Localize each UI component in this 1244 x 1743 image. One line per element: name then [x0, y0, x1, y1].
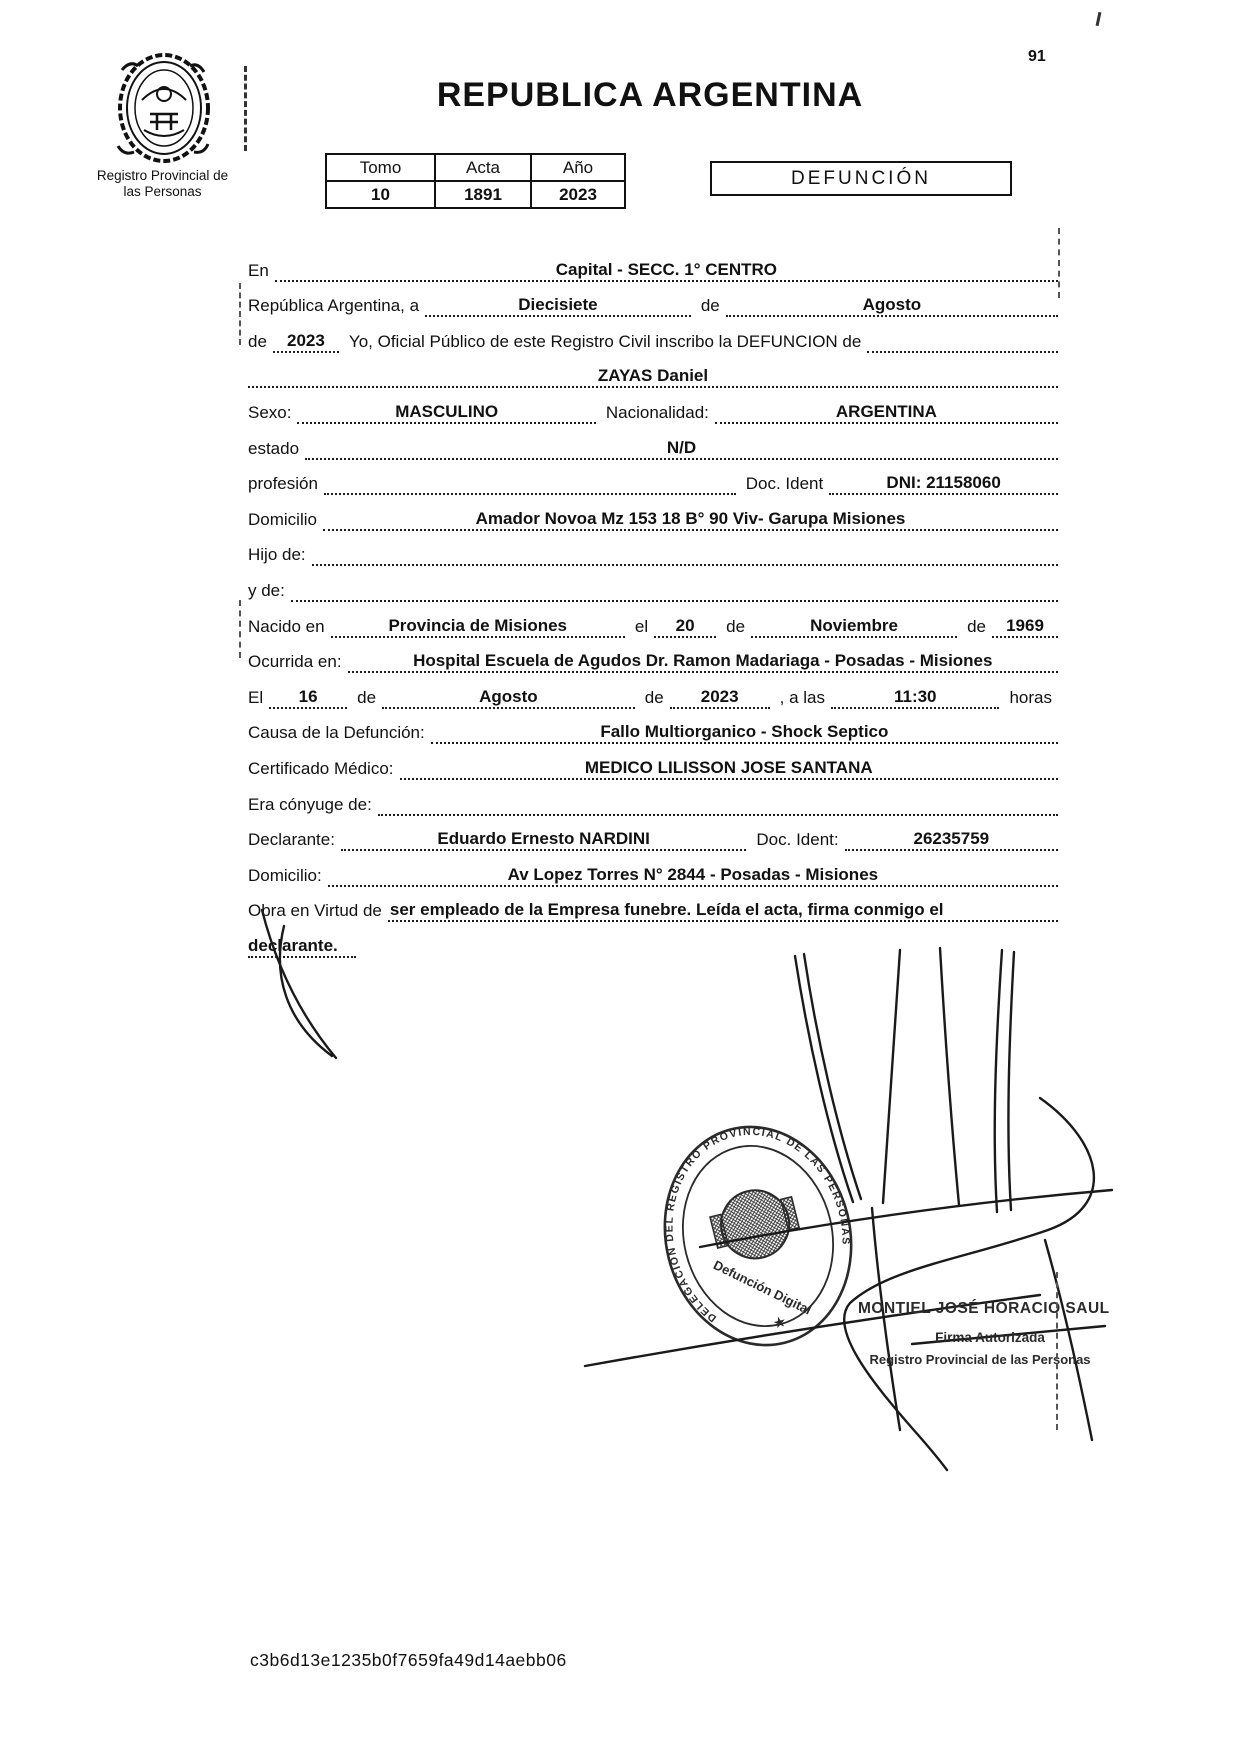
- dni-field: DNI: 21158060: [829, 472, 1058, 495]
- row-profession-doc: [248, 460, 1058, 496]
- record-table: [325, 153, 626, 209]
- birth-place-field: Provincia de Misiones: [331, 615, 625, 638]
- birth-month-field: Noviembre: [751, 615, 957, 638]
- anio-value: 2023: [531, 181, 625, 208]
- anio-header: Año: [531, 154, 625, 181]
- doc-type-box: DEFUNCIÓN: [710, 161, 1012, 196]
- obra-text-field: ser empleado de la Empresa funebre. Leída el acta, firma conmigo el: [388, 899, 1058, 922]
- conyuge-label: Era cónyuge de:: [248, 794, 372, 814]
- doc-ident2-label: Doc. Ident:: [756, 830, 839, 850]
- profesion-label: profesión: [248, 474, 318, 494]
- signer-name: MONTIEL JOSÉ HORACIO SAUL: [858, 1300, 1110, 1317]
- domicilio-field: Amador Novoa Mz 153 18 B° 90 Viv- Garupa Misiones: [323, 508, 1058, 531]
- obra-text2-field: declarante.: [248, 935, 356, 958]
- row-birth: [248, 602, 1058, 638]
- el-label: el: [634, 616, 649, 636]
- reg-year-field: 2023: [273, 330, 339, 353]
- acta-header: Acta: [435, 154, 531, 181]
- de-label: de: [700, 296, 720, 316]
- en-label: En: [248, 260, 269, 280]
- estado-field: N/D: [305, 437, 1058, 460]
- certificado-label: Certificado Médico:: [248, 758, 394, 778]
- certificado-field: MEDICO LILISSON JOSE SANTANA: [400, 757, 1058, 780]
- row-spouse: [248, 780, 1058, 816]
- doc-ident-label: Doc. Ident: [745, 474, 824, 494]
- de-label: de: [726, 616, 746, 636]
- row-domicilio: [248, 495, 1058, 531]
- death-year-field: 2023: [670, 686, 770, 709]
- record-table-header-row: [326, 154, 625, 181]
- causa-label: Causa de la Defunción:: [248, 723, 425, 743]
- obra-label: Obra en Virtud de: [248, 901, 382, 921]
- death-place-field: Hospital Escuela de Agudos Dr. Ramon Madariaga - Posadas - Misiones: [348, 650, 1058, 673]
- estado-label: estado: [248, 438, 300, 458]
- place-field: Capital - SECC. 1° CENTRO: [275, 259, 1058, 282]
- stamp-inner-text: Defunción Digital: [711, 1257, 814, 1318]
- ocurrida-label: Ocurrida en:: [248, 652, 342, 672]
- nacido-label: Nacido en: [248, 616, 325, 636]
- conyuge-field: [378, 814, 1058, 816]
- el2-label: El: [248, 687, 264, 707]
- signer-org: Registro Provincial de las Personas: [869, 1352, 1091, 1367]
- row-place: [248, 246, 1058, 282]
- y-de-label: y de:: [248, 580, 285, 600]
- row-death-place: [248, 638, 1058, 674]
- row-sex-nationality: [248, 388, 1058, 424]
- y-de-field: [291, 600, 1058, 602]
- row-y-de: [248, 566, 1058, 602]
- sexo-field: MASCULINO: [297, 401, 595, 424]
- stamp-ring-text: DELEGACION DEL REGISTRO PROVINCIAL DE LAS PERSONAS: [663, 1125, 852, 1325]
- scan-artifact: [239, 283, 241, 345]
- provincial-seal-icon: [108, 50, 220, 168]
- row-officer: [248, 317, 1058, 353]
- day-word-field: Diecisiete: [425, 294, 691, 317]
- domicilio2-label: Domicilio:: [248, 865, 322, 885]
- record-table-value-row: [326, 181, 625, 208]
- scan-artifact: [1056, 1272, 1058, 1430]
- horas-label: horas: [1009, 687, 1052, 707]
- row-declarant: [248, 816, 1058, 852]
- hijo-field: [312, 564, 1058, 566]
- de-label: de: [644, 687, 664, 707]
- row-medical-certificate: [248, 744, 1058, 780]
- death-time-field: 11:30: [831, 686, 999, 709]
- republica-label: República Argentina, a: [248, 296, 420, 316]
- nacionalidad-label: Nacionalidad:: [605, 402, 709, 422]
- scan-artifact: [244, 66, 247, 151]
- row-obra: [248, 887, 1058, 923]
- row-death-date: [248, 673, 1058, 709]
- birth-day-field: 20: [654, 615, 716, 638]
- row-estado: [248, 424, 1058, 460]
- delegation-stamp-icon: [658, 1118, 858, 1354]
- signer-role: Firma Autorizada: [935, 1330, 1045, 1345]
- death-month-field: Agosto: [382, 686, 635, 709]
- page-number: 91: [1028, 48, 1046, 65]
- declarante-label: Declarante:: [248, 830, 335, 850]
- sexo-label: Sexo:: [248, 402, 292, 422]
- scan-artifact: [239, 600, 241, 658]
- verification-hash: c3b6d13e1235b0f7659fa49d14aebb06: [250, 1650, 567, 1670]
- causa-field: Fallo Multiorganico - Shock Septico: [431, 721, 1058, 744]
- row-hijo-de: [248, 531, 1058, 567]
- org-name: Registro Provincial de las Personas: [96, 168, 229, 199]
- trailing-dots: [867, 351, 1058, 353]
- reg-month-field: Agosto: [726, 294, 1058, 317]
- acta-value: 1891: [435, 181, 531, 208]
- deceased-name-field: ZAYAS Daniel: [248, 365, 1058, 388]
- row-registration-date: [248, 282, 1058, 318]
- oficial-text: Yo, Oficial Público de este Registro Civil inscribo la DEFUNCION de: [348, 331, 862, 351]
- row-deceased-name: [248, 353, 1058, 389]
- domicilio2-field: Av Lopez Torres N° 2844 - Posadas - Misiones: [328, 864, 1058, 887]
- de-label: de: [248, 331, 267, 351]
- declarante-field: Eduardo Ernesto NARDINI: [341, 828, 746, 851]
- hijo-label: Hijo de:: [248, 545, 306, 565]
- certificate-form: [248, 246, 1058, 958]
- tomo-value: 10: [326, 181, 435, 208]
- declarante-dni-field: 26235759: [845, 828, 1058, 851]
- row-obra2: [248, 922, 1058, 958]
- row-declarant-address: [248, 851, 1058, 887]
- scan-artifact: [1096, 12, 1102, 26]
- a-las-label: , a las: [779, 687, 826, 707]
- tomo-header: Tomo: [326, 154, 435, 181]
- de-label: de: [967, 616, 986, 636]
- document-title: REPUBLICA ARGENTINA: [436, 76, 864, 114]
- nacionalidad-field: ARGENTINA: [715, 401, 1058, 424]
- row-cause: [248, 709, 1058, 745]
- death-day-field: 16: [269, 686, 347, 709]
- scan-artifact: [1058, 228, 1060, 298]
- profesion-field: [324, 493, 736, 495]
- domicilio-label: Domicilio: [248, 509, 317, 529]
- stamp-star-icon: ★: [771, 1312, 789, 1333]
- de-label: de: [357, 687, 377, 707]
- birth-year-field: 1969: [992, 615, 1058, 638]
